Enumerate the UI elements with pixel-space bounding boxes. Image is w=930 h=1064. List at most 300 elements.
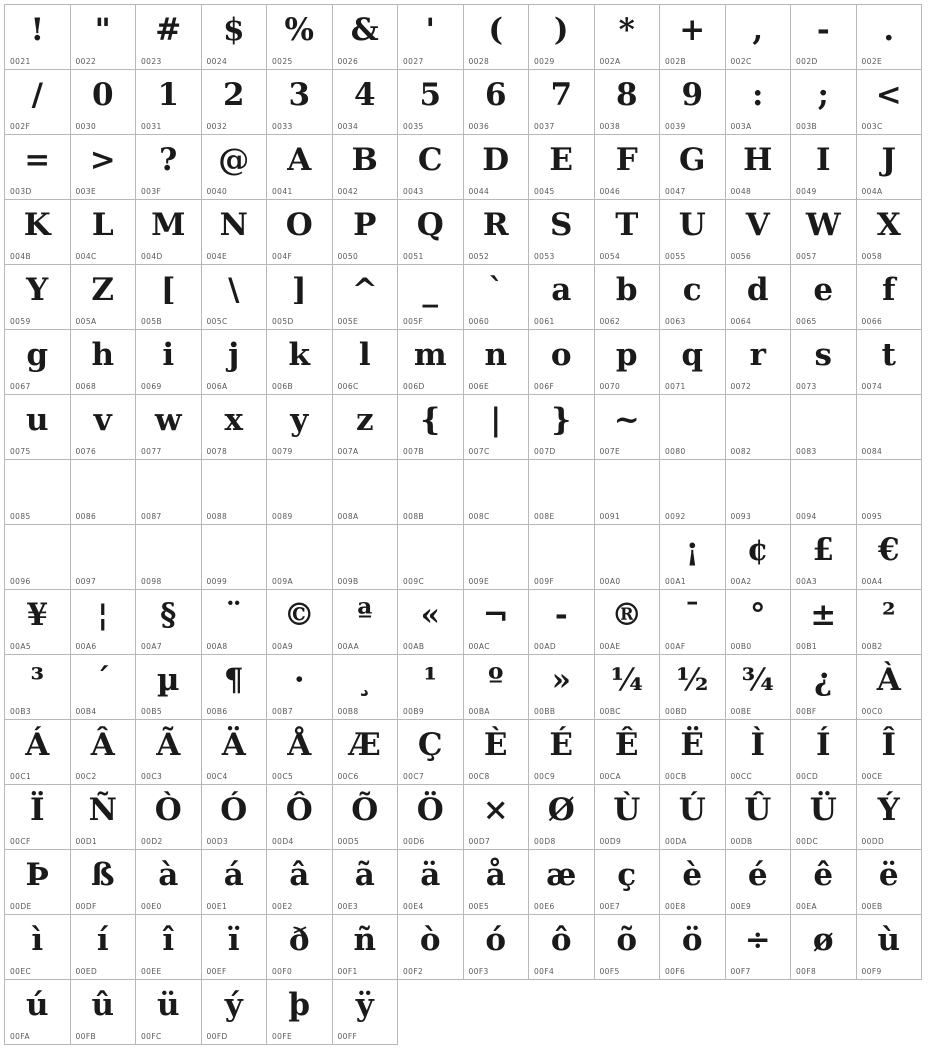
glyph-cell[interactable] [595, 200, 661, 265]
glyph-cell[interactable] [791, 525, 857, 590]
glyph-cell[interactable] [267, 525, 333, 590]
glyph-cell[interactable] [71, 915, 137, 980]
glyph-cell[interactable] [267, 135, 333, 200]
glyph-cell[interactable] [464, 5, 530, 70]
glyph-cell[interactable] [791, 850, 857, 915]
glyph-cell[interactable] [5, 915, 71, 980]
glyph-cell[interactable] [202, 525, 268, 590]
glyph-cell[interactable] [202, 5, 268, 70]
glyph-cell[interactable] [333, 265, 399, 330]
glyph-cell[interactable] [791, 720, 857, 785]
glyph-cell[interactable] [791, 915, 857, 980]
glyph-character: © [283, 597, 315, 633]
glyph-cell[interactable] [398, 395, 464, 460]
glyph-character: ³ [30, 662, 45, 698]
glyph-cell[interactable] [202, 785, 268, 850]
glyph-cell[interactable] [726, 460, 792, 525]
glyph-cell[interactable] [529, 395, 595, 460]
glyph-character: î [162, 922, 175, 958]
glyph-codepoint: 00A9 [272, 642, 294, 651]
glyph-cell[interactable] [5, 655, 71, 720]
glyph-cell[interactable] [857, 655, 923, 720]
glyph-cell[interactable] [791, 395, 857, 460]
glyph-cell[interactable] [595, 395, 661, 460]
glyph-cell[interactable] [791, 265, 857, 330]
glyph-cell[interactable] [660, 265, 726, 330]
glyph-cell[interactable] [267, 720, 333, 785]
glyph-cell[interactable] [726, 5, 792, 70]
glyph-codepoint: 005C [206, 317, 228, 326]
glyph-character: K [23, 207, 51, 243]
glyph-cell[interactable] [71, 5, 137, 70]
glyph-cell[interactable] [464, 70, 530, 135]
glyph-character: é [747, 857, 768, 893]
glyph-codepoint: 0064 [730, 317, 752, 326]
glyph-cell[interactable] [398, 460, 464, 525]
glyph-cell[interactable] [398, 720, 464, 785]
glyph-cell[interactable] [333, 200, 399, 265]
glyph-codepoint: 0065 [796, 317, 817, 326]
glyph-cell[interactable] [529, 590, 595, 655]
glyph-cell[interactable] [726, 655, 792, 720]
glyph-character: í [96, 922, 109, 958]
glyph-cell[interactable] [595, 720, 661, 785]
glyph-cell[interactable] [726, 915, 792, 980]
glyph-character [660, 397, 725, 443]
glyph-cell[interactable] [857, 590, 923, 655]
glyph-cell[interactable] [660, 5, 726, 70]
glyph-codepoint: 00A8 [206, 642, 228, 651]
glyph-cell[interactable] [464, 590, 530, 655]
glyph-cell[interactable] [595, 135, 661, 200]
glyph-codepoint: 0030 [75, 122, 97, 131]
glyph-cell[interactable] [136, 460, 202, 525]
glyph-codepoint: 0094 [796, 512, 817, 521]
glyph-cell[interactable] [136, 135, 202, 200]
glyph-cell[interactable] [660, 135, 726, 200]
glyph-cell[interactable] [595, 460, 661, 525]
glyph-cell[interactable] [136, 590, 202, 655]
glyph-cell[interactable] [5, 70, 71, 135]
glyph-cell[interactable] [333, 980, 399, 1045]
glyph-cell[interactable] [136, 395, 202, 460]
glyph-codepoint: 0050 [337, 252, 359, 261]
glyph-cell[interactable] [71, 980, 137, 1045]
glyph-cell[interactable] [464, 720, 530, 785]
glyph-cell[interactable] [398, 5, 464, 70]
glyph-cell[interactable] [857, 265, 923, 330]
glyph-character: U [678, 207, 706, 243]
glyph-cell[interactable] [660, 720, 726, 785]
glyph-cell[interactable] [136, 980, 202, 1045]
glyph-character [726, 397, 791, 443]
glyph-codepoint: 0073 [796, 382, 817, 391]
glyph-cell[interactable] [71, 525, 137, 590]
glyph-codepoint: 0037 [534, 122, 555, 131]
glyph-cell[interactable] [267, 5, 333, 70]
glyph-codepoint: 009C [403, 577, 425, 586]
glyph-cell[interactable] [660, 525, 726, 590]
glyph-cell[interactable] [595, 915, 661, 980]
glyph-cell[interactable] [529, 200, 595, 265]
glyph-cell[interactable] [71, 850, 137, 915]
glyph-cell[interactable] [660, 200, 726, 265]
glyph-cell[interactable] [660, 850, 726, 915]
glyph-codepoint: 00EE [141, 967, 162, 976]
glyph-character: N [219, 207, 248, 243]
glyph-cell[interactable] [529, 135, 595, 200]
glyph-cell[interactable] [595, 5, 661, 70]
glyph-cell[interactable] [136, 785, 202, 850]
glyph-cell[interactable] [857, 915, 923, 980]
glyph-cell[interactable] [398, 70, 464, 135]
glyph-cell[interactable] [726, 70, 792, 135]
glyph-cell[interactable] [660, 460, 726, 525]
glyph-cell[interactable] [267, 70, 333, 135]
glyph-character: 2 [222, 77, 245, 113]
glyph-character: Ø [547, 792, 575, 828]
glyph-codepoint: 00E9 [730, 902, 752, 911]
glyph-character: F [615, 142, 638, 178]
glyph-cell[interactable] [595, 265, 661, 330]
glyph-cell[interactable] [5, 785, 71, 850]
glyph-cell[interactable] [398, 330, 464, 395]
glyph-cell[interactable] [136, 265, 202, 330]
glyph-codepoint: 00F9 [861, 967, 882, 976]
glyph-cell[interactable] [660, 655, 726, 720]
glyph-cell[interactable] [136, 70, 202, 135]
glyph-cell[interactable] [333, 785, 399, 850]
glyph-cell[interactable] [333, 655, 399, 720]
glyph-cell[interactable] [136, 200, 202, 265]
glyph-cell[interactable] [71, 655, 137, 720]
glyph-cell[interactable] [791, 785, 857, 850]
glyph-character: e [813, 272, 834, 308]
glyph-cell[interactable] [202, 330, 268, 395]
glyph-cell[interactable] [595, 655, 661, 720]
glyph-codepoint: 005B [141, 317, 163, 326]
glyph-cell[interactable] [857, 135, 923, 200]
glyph-character [464, 527, 529, 573]
glyph-cell[interactable] [267, 460, 333, 525]
glyph-cell[interactable] [333, 5, 399, 70]
glyph-cell[interactable] [71, 395, 137, 460]
glyph-cell[interactable] [71, 135, 137, 200]
glyph-cell[interactable] [333, 330, 399, 395]
glyph-cell[interactable] [726, 395, 792, 460]
glyph-codepoint: 008C [468, 512, 490, 521]
glyph-cell[interactable] [464, 135, 530, 200]
glyph-character [791, 462, 856, 508]
glyph-cell[interactable] [398, 655, 464, 720]
glyph-cell[interactable] [595, 330, 661, 395]
glyph-cell[interactable] [5, 330, 71, 395]
glyph-codepoint: 00C7 [403, 772, 425, 781]
glyph-character: q [681, 337, 704, 373]
glyph-cell[interactable] [267, 330, 333, 395]
glyph-cell[interactable] [857, 525, 923, 590]
glyph-cell[interactable] [595, 70, 661, 135]
glyph-character: ! [30, 12, 45, 48]
glyph-cell[interactable] [5, 525, 71, 590]
glyph-cell[interactable] [726, 135, 792, 200]
glyph-cell[interactable] [529, 720, 595, 785]
glyph-cell[interactable] [202, 135, 268, 200]
glyph-cell[interactable] [857, 5, 923, 70]
glyph-character: ² [881, 597, 896, 633]
glyph-cell[interactable] [136, 720, 202, 785]
glyph-cell[interactable] [595, 590, 661, 655]
glyph-cell[interactable] [5, 265, 71, 330]
glyph-codepoint: 00C9 [534, 772, 556, 781]
glyph-cell[interactable] [529, 5, 595, 70]
glyph-cell[interactable] [398, 590, 464, 655]
glyph-cell[interactable] [464, 460, 530, 525]
glyph-character: ¿ [814, 662, 833, 698]
glyph-codepoint: 006A [206, 382, 228, 391]
glyph-cell[interactable] [202, 395, 268, 460]
glyph-codepoint: 00AE [599, 642, 621, 651]
glyph-cell[interactable] [791, 70, 857, 135]
glyph-codepoint: 00C0 [861, 707, 883, 716]
glyph-cell[interactable] [136, 525, 202, 590]
glyph-cell[interactable] [202, 655, 268, 720]
glyph-cell[interactable] [202, 590, 268, 655]
glyph-character: Á [25, 727, 50, 763]
glyph-cell[interactable] [857, 460, 923, 525]
glyph-cell[interactable] [333, 395, 399, 460]
glyph-cell[interactable] [333, 850, 399, 915]
glyph-codepoint: 00A4 [861, 577, 883, 586]
glyph-character: 7 [550, 77, 573, 113]
glyph-cell[interactable] [267, 850, 333, 915]
glyph-cell[interactable] [791, 460, 857, 525]
glyph-codepoint: 0026 [337, 57, 359, 66]
glyph-cell[interactable] [71, 460, 137, 525]
glyph-cell[interactable] [726, 265, 792, 330]
glyph-cell[interactable] [529, 265, 595, 330]
glyph-cell[interactable] [267, 980, 333, 1045]
glyph-codepoint: 00C1 [10, 772, 32, 781]
glyph-cell[interactable] [202, 915, 268, 980]
glyph-cell[interactable] [333, 135, 399, 200]
glyph-cell[interactable] [398, 850, 464, 915]
glyph-cell[interactable] [595, 785, 661, 850]
glyph-codepoint: 004E [206, 252, 228, 261]
glyph-codepoint: 0044 [468, 187, 490, 196]
glyph-cell[interactable] [267, 395, 333, 460]
glyph-codepoint: 00C6 [337, 772, 359, 781]
glyph-cell[interactable] [267, 655, 333, 720]
glyph-cell[interactable] [267, 915, 333, 980]
glyph-cell[interactable] [267, 200, 333, 265]
glyph-cell[interactable] [857, 70, 923, 135]
glyph-cell[interactable] [660, 785, 726, 850]
glyph-cell[interactable] [464, 850, 530, 915]
glyph-character: ü [156, 987, 180, 1023]
glyph-codepoint: 0095 [861, 512, 883, 521]
glyph-character [857, 397, 922, 443]
glyph-cell[interactable] [267, 265, 333, 330]
glyph-cell[interactable] [5, 135, 71, 200]
glyph-cell[interactable] [464, 785, 530, 850]
glyph-cell[interactable] [5, 5, 71, 70]
glyph-cell[interactable] [5, 850, 71, 915]
glyph-cell[interactable] [464, 655, 530, 720]
glyph-cell[interactable] [136, 5, 202, 70]
glyph-cell[interactable] [791, 590, 857, 655]
glyph-codepoint: 0099 [206, 577, 228, 586]
glyph-cell[interactable] [791, 135, 857, 200]
glyph-cell[interactable] [660, 590, 726, 655]
glyph-cell[interactable] [71, 720, 137, 785]
glyph-cell[interactable] [136, 655, 202, 720]
glyph-cell[interactable] [529, 330, 595, 395]
glyph-cell[interactable] [5, 200, 71, 265]
glyph-codepoint: 004A [861, 187, 883, 196]
glyph-cell[interactable] [726, 330, 792, 395]
glyph-cell[interactable] [529, 460, 595, 525]
glyph-cell[interactable] [857, 330, 923, 395]
glyph-codepoint: 00EA [796, 902, 818, 911]
glyph-cell[interactable] [202, 200, 268, 265]
glyph-codepoint: 00BB [534, 707, 556, 716]
glyph-cell[interactable] [529, 850, 595, 915]
glyph-character: S [550, 207, 573, 243]
glyph-cell[interactable] [464, 915, 530, 980]
glyph-cell[interactable] [857, 785, 923, 850]
glyph-codepoint: 00BF [796, 707, 817, 716]
glyph-cell[interactable] [71, 70, 137, 135]
glyph-codepoint: 0086 [75, 512, 97, 521]
glyph-cell[interactable] [71, 200, 137, 265]
glyph-cell[interactable] [333, 70, 399, 135]
glyph-codepoint: 00FD [206, 1032, 228, 1041]
glyph-character: ½ [676, 662, 709, 698]
glyph-cell[interactable] [5, 395, 71, 460]
glyph-cell[interactable] [857, 720, 923, 785]
glyph-character: @ [218, 142, 250, 178]
glyph-cell[interactable] [660, 395, 726, 460]
glyph-character: ¡ [685, 532, 700, 568]
glyph-cell[interactable] [71, 265, 137, 330]
glyph-cell[interactable] [5, 720, 71, 785]
glyph-cell[interactable] [202, 850, 268, 915]
glyph-character: - [554, 597, 568, 633]
glyph-cell[interactable] [202, 70, 268, 135]
glyph-cell[interactable] [726, 850, 792, 915]
glyph-cell[interactable] [726, 785, 792, 850]
glyph-cell[interactable] [267, 785, 333, 850]
glyph-cell[interactable] [857, 850, 923, 915]
glyph-character: { [420, 402, 441, 438]
glyph-character: d [746, 272, 769, 308]
glyph-codepoint: 006F [534, 382, 555, 391]
glyph-cell[interactable] [529, 655, 595, 720]
glyph-codepoint: 00DB [730, 837, 753, 846]
glyph-character: & [350, 12, 379, 48]
glyph-character: ÷ [744, 922, 771, 958]
glyph-cell[interactable] [857, 200, 923, 265]
glyph-cell[interactable] [529, 915, 595, 980]
glyph-cell[interactable] [333, 460, 399, 525]
glyph-character: # [155, 12, 182, 48]
glyph-cell[interactable] [791, 655, 857, 720]
glyph-codepoint: 0077 [141, 447, 162, 456]
glyph-cell[interactable] [5, 980, 71, 1045]
glyph-cell[interactable] [660, 915, 726, 980]
glyph-cell[interactable] [726, 200, 792, 265]
glyph-cell[interactable] [398, 915, 464, 980]
glyph-cell[interactable] [398, 135, 464, 200]
glyph-cell[interactable] [857, 395, 923, 460]
glyph-cell[interactable] [71, 330, 137, 395]
glyph-character: Ô [285, 792, 313, 828]
glyph-character: Y [26, 272, 49, 308]
glyph-cell[interactable] [136, 850, 202, 915]
glyph-cell[interactable] [202, 460, 268, 525]
glyph-cell[interactable] [726, 525, 792, 590]
glyph-cell[interactable] [398, 200, 464, 265]
glyph-cell[interactable] [267, 590, 333, 655]
glyph-cell[interactable] [595, 525, 661, 590]
glyph-character: 5 [419, 77, 442, 113]
glyph-codepoint: 0085 [10, 512, 31, 521]
glyph-cell[interactable] [202, 265, 268, 330]
glyph-cell[interactable] [5, 460, 71, 525]
glyph-character: â [289, 857, 310, 893]
glyph-cell[interactable] [5, 590, 71, 655]
glyph-cell[interactable] [333, 720, 399, 785]
glyph-cell[interactable] [333, 590, 399, 655]
glyph-cell[interactable] [464, 525, 530, 590]
glyph-cell[interactable] [464, 265, 530, 330]
glyph-cell[interactable] [529, 525, 595, 590]
glyph-character: Õ [351, 792, 379, 828]
glyph-cell[interactable] [660, 70, 726, 135]
glyph-codepoint: 00D4 [272, 837, 294, 846]
glyph-cell[interactable] [398, 525, 464, 590]
glyph-cell[interactable] [136, 330, 202, 395]
glyph-cell[interactable] [202, 980, 268, 1045]
glyph-cell[interactable] [791, 200, 857, 265]
glyph-cell[interactable] [333, 915, 399, 980]
glyph-cell[interactable] [136, 915, 202, 980]
glyph-cell[interactable] [726, 590, 792, 655]
glyph-cell[interactable] [464, 200, 530, 265]
glyph-cell[interactable] [71, 785, 137, 850]
glyph-cell[interactable] [71, 590, 137, 655]
glyph-cell[interactable] [660, 330, 726, 395]
glyph-cell[interactable] [595, 850, 661, 915]
glyph-codepoint: 00B2 [861, 642, 883, 651]
glyph-cell[interactable] [529, 785, 595, 850]
glyph-cell[interactable] [726, 720, 792, 785]
glyph-cell[interactable] [398, 265, 464, 330]
glyph-cell[interactable] [791, 330, 857, 395]
glyph-cell[interactable] [398, 785, 464, 850]
glyph-cell[interactable] [791, 5, 857, 70]
glyph-cell[interactable] [333, 525, 399, 590]
glyph-cell[interactable] [529, 70, 595, 135]
glyph-cell[interactable] [202, 720, 268, 785]
glyph-character: k [288, 337, 310, 373]
glyph-cell[interactable] [464, 330, 530, 395]
glyph-character: Â [90, 727, 115, 763]
glyph-character: 0 [91, 77, 114, 113]
glyph-codepoint: 0048 [730, 187, 752, 196]
glyph-cell[interactable] [464, 395, 530, 460]
